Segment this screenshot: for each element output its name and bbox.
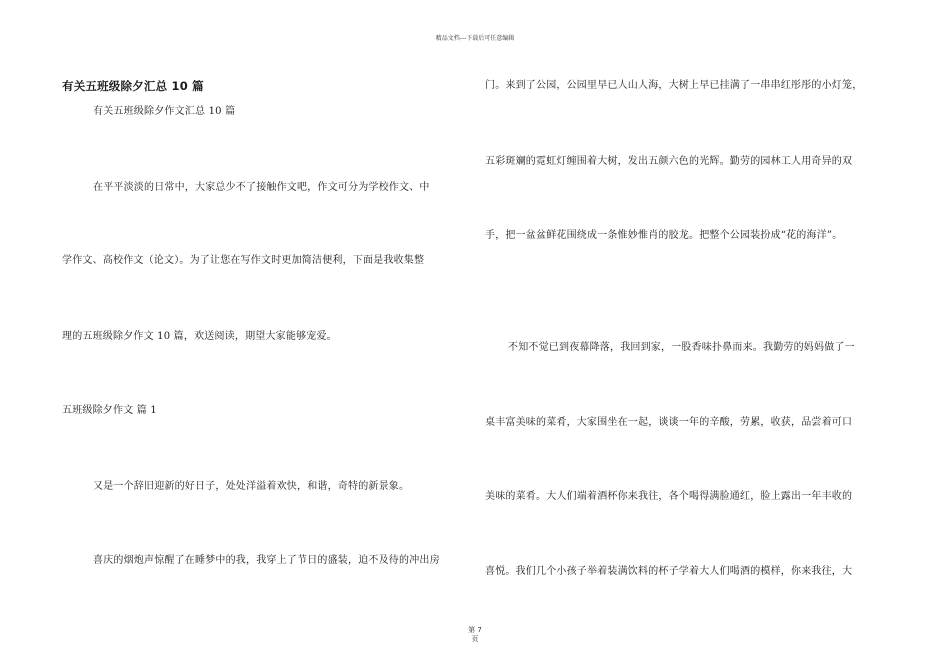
paragraph-line: 手，把一盆盆鲜花围绕成一条惟妙惟肖的胶龙。把整个公园装扮成“花的海洋”。 (485, 230, 843, 241)
section-heading: 五班级除夕作文 篇 1 (62, 405, 157, 416)
document-title: 有关五班级除夕汇总 10 篇 (62, 79, 204, 93)
paragraph-line: 美味的菜肴。大人们端着酒杯你来我往，各个喝得满脸通红，脸上露出一年丰收的 (485, 491, 853, 502)
paragraph-line: 在平平淡淡的日常中，大家总少不了接触作文吧，作文可分为学校作文、中 (93, 182, 430, 193)
paragraph-line: 不知不觉已到夜幕降落，我回到家，一股香味扑鼻而来。我勤劳的妈妈做了一 (508, 342, 855, 353)
page-number (455, 626, 495, 644)
paragraph-line: 喜悦。我们几个小孩子举着装满饮料的杯子学着大人们喝酒的模样，你来我往，大 (485, 566, 853, 577)
paragraph-line: 理的五班级除夕作文 10 篇，欢送阅读，期望大家能够宠爱。 (62, 331, 337, 342)
page-header: 精品文档---下载后可任意编辑 (435, 35, 515, 42)
paragraph-line: 桌丰富美味的菜肴，大家围坐在一起，谈谈一年的辛酸，劳累，收获，品尝着可口 (485, 417, 853, 428)
page-number-suffix: 页 (471, 635, 479, 643)
paragraph-line: 喜庆的烟炮声惊醒了在睡梦中的我，我穿上了节日的盛装，迫不及待的冲出房 (93, 555, 440, 566)
page-number-label: 第 7 (468, 626, 482, 634)
paragraph-line: 门。来到了公园，公园里早已人山人海，大树上早已挂满了一串串红彤彤的小灯笼， (485, 80, 863, 91)
paragraph-line: 学作文、高校作文（论文）。为了让您在写作文时更加简洁便利，下面是我收集整 (62, 255, 425, 266)
paragraph-line: 又是一个辞旧迎新的好日子，处处洋溢着欢快，和谐，奇特的新景象。 (93, 481, 410, 492)
document-subtitle: 有关五班级除夕作文汇总 10 篇 (93, 106, 236, 117)
paragraph-line: 五彩斑斓的霓虹灯缠围着大树，发出五颜六色的光辉。勤劳的园林工人用奇异的双 (485, 156, 853, 167)
